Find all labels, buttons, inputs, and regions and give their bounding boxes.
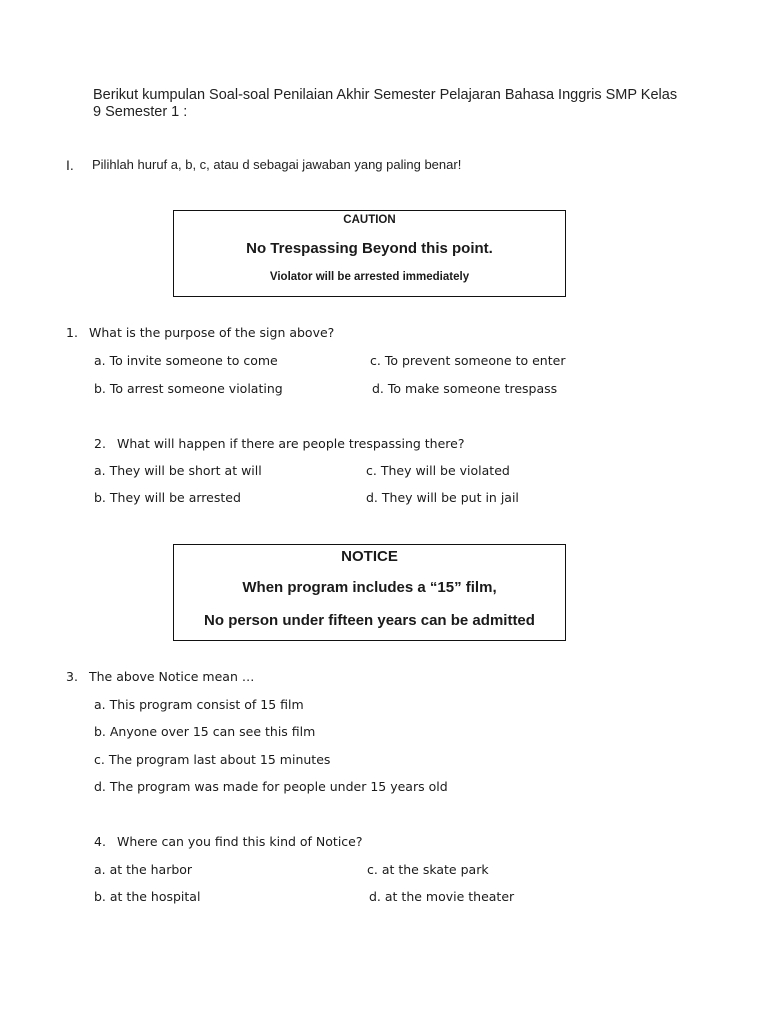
question-3-option-b: b. Anyone over 15 can see this film <box>94 724 316 739</box>
question-1-option-a: a. To invite someone to come <box>94 353 278 368</box>
question-3-number: 3. <box>66 669 78 684</box>
notice-line-1: When program includes a “15” film, <box>242 579 497 596</box>
question-4-option-b: b. at the hospital <box>94 889 201 904</box>
question-3-option-c: c. The program last about 15 minutes <box>94 752 331 767</box>
notice-line-2: No person under fifteen years can be admitted <box>204 612 535 629</box>
instruction-number: I. <box>66 157 74 173</box>
question-1-option-b: b. To arrest someone violating <box>94 381 283 396</box>
caution-sign <box>173 210 566 297</box>
question-2-number: 2. <box>94 436 106 451</box>
question-2-option-b: b. They will be arrested <box>94 490 241 505</box>
instruction-text: Pilihlah huruf a, b, c, atau d sebagai jawaban yang paling benar! <box>92 157 462 172</box>
question-4-text: Where can you find this kind of Notice? <box>117 834 363 849</box>
caution-line-1: No Trespassing Beyond this point. <box>246 240 493 257</box>
question-4-option-d: d. at the movie theater <box>369 889 515 904</box>
notice-sign <box>173 544 566 641</box>
question-4-number: 4. <box>94 834 106 849</box>
question-1-option-d: d. To make someone trespass <box>372 381 558 396</box>
question-1-number: 1. <box>66 325 78 340</box>
intro-line-2: 9 Semester 1 : <box>93 104 188 120</box>
question-2-text: What will happen if there are people trespassing there? <box>117 436 465 451</box>
intro-line-1: Berikut kumpulan Soal-soal Penilaian Akhir Semester Pelajaran Bahasa Inggris SMP Kelas <box>93 87 678 103</box>
question-2-option-a: a. They will be short at will <box>94 463 262 478</box>
caution-title: CAUTION <box>343 214 396 226</box>
question-3-option-d: d. The program was made for people under 15 years old <box>94 779 448 794</box>
question-4-option-a: a. at the harbor <box>94 862 193 877</box>
question-3-text: The above Notice mean … <box>89 669 255 684</box>
question-1-option-c: c. To prevent someone to enter <box>370 353 566 368</box>
question-2-option-d: d. They will be put in jail <box>366 490 519 505</box>
caution-line-2: Violator will be arrested immediately <box>269 271 470 283</box>
question-4-option-c: c. at the skate park <box>367 862 489 877</box>
question-2-option-c: c. They will be violated <box>366 463 510 478</box>
notice-title: NOTICE <box>341 548 398 565</box>
question-3-option-a: a. This program consist of 15 film <box>94 697 304 712</box>
question-1-text: What is the purpose of the sign above? <box>89 325 335 340</box>
